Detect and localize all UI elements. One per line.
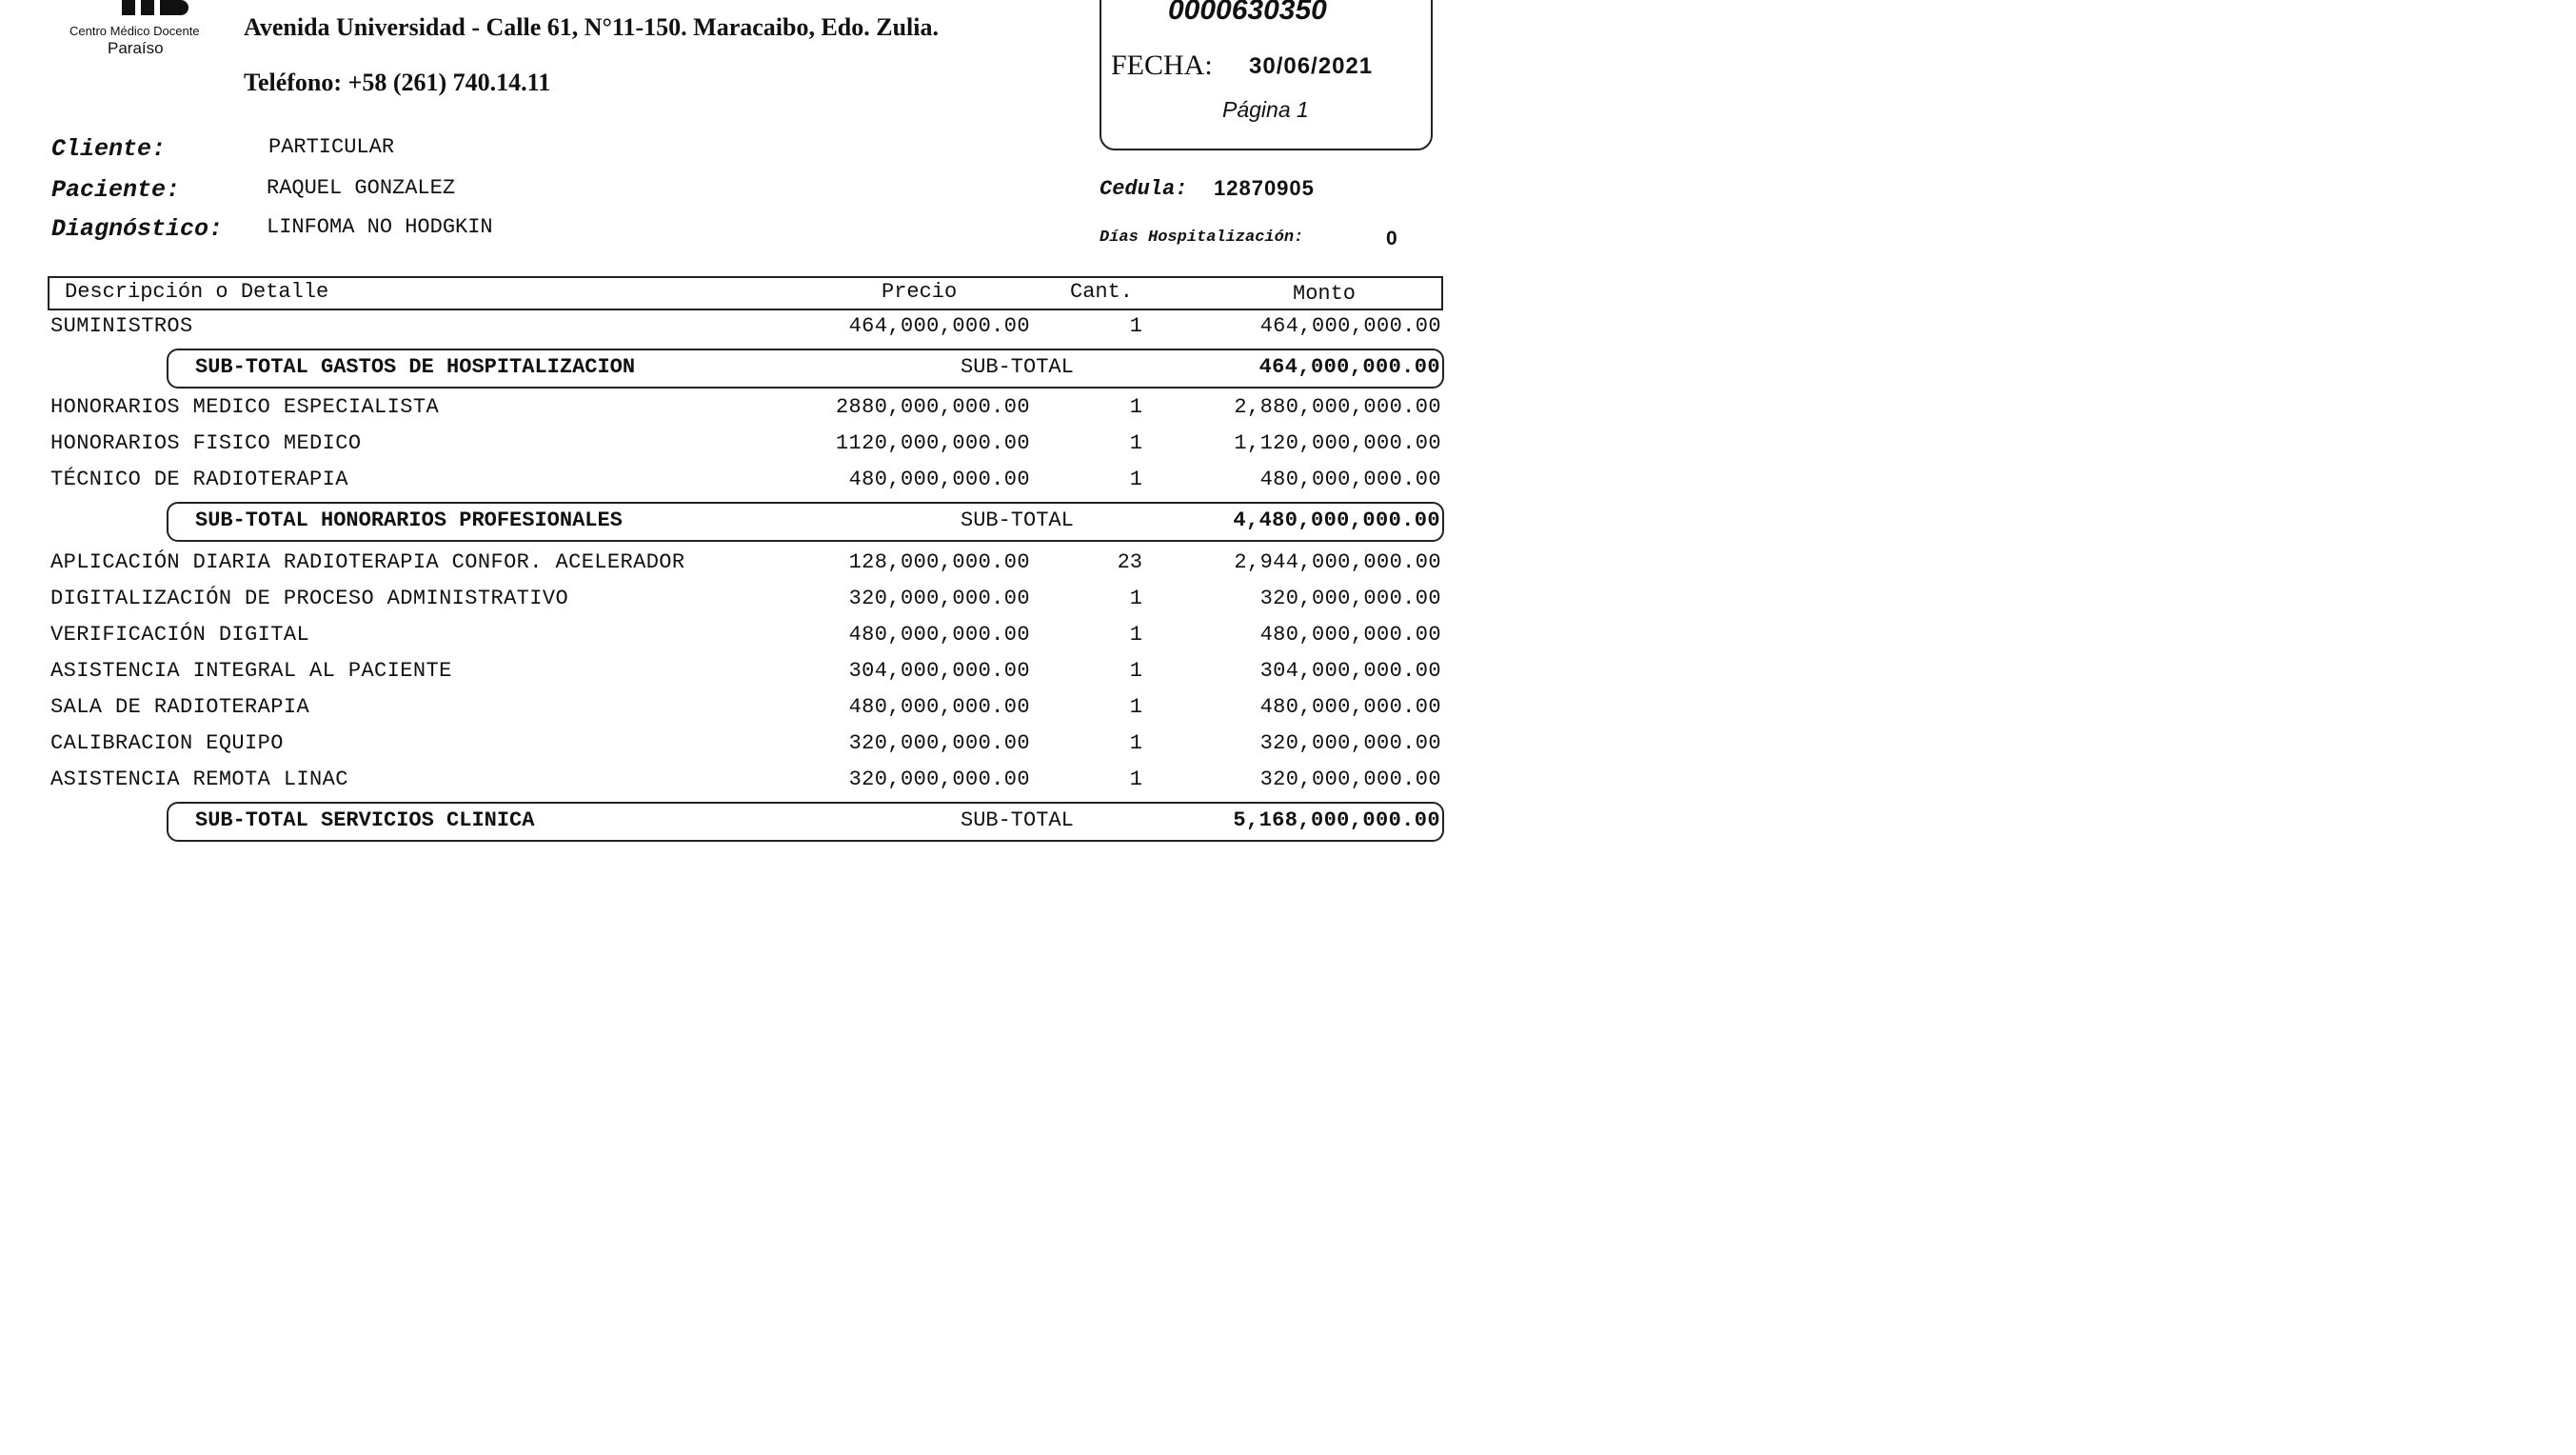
invoice-box — [1100, 0, 1433, 150]
item-amount: 2,880,000,000.00 — [1234, 395, 1441, 419]
item-description: APLICACIÓN DIARIA RADIOTERAPIA CONFOR. ACELERADOR — [50, 550, 685, 574]
table-row — [0, 431, 1491, 462]
date-label: FECHA: — [1111, 50, 1213, 81]
item-amount: 2,944,000,000.00 — [1234, 550, 1441, 574]
subtotal-mid: SUB-TOTAL — [961, 508, 1074, 532]
item-price: 320,000,000.00 — [848, 587, 1030, 610]
item-price: 480,000,000.00 — [848, 695, 1030, 719]
client-label: Cliente: — [51, 135, 167, 163]
item-description: SUMINISTROS — [50, 314, 193, 338]
item-price: 464,000,000.00 — [848, 314, 1030, 338]
clinic-address: Avenida Universidad - Calle 61, N°11-150. Maracaibo, Edo. Zulia. — [244, 13, 940, 41]
days-label: Días Hospitalización: — [1100, 229, 1304, 247]
subtotal-hospitalizacion — [167, 349, 1444, 389]
item-description: DIGITALIZACIÓN DE PROCESO ADMINISTRATIVO — [50, 587, 569, 610]
item-description: VERIFICACIÓN DIGITAL — [50, 623, 310, 647]
table-row — [0, 550, 1491, 581]
item-qty: 1 — [1129, 431, 1142, 455]
clinic-logo — [122, 0, 188, 15]
subtotal-value: 4,480,000,000.00 — [1233, 508, 1440, 532]
item-description: HONORARIOS MEDICO ESPECIALISTA — [50, 395, 440, 419]
item-qty: 1 — [1129, 468, 1142, 491]
item-qty: 1 — [1129, 659, 1142, 683]
clinic-name-line1: Centro Médico Docente — [69, 24, 200, 38]
table-row — [0, 314, 1491, 345]
item-qty: 1 — [1129, 587, 1142, 610]
client-value: PARTICULAR — [268, 135, 395, 159]
subtotal-label: SUB-TOTAL GASTOS DE HOSPITALIZACION — [195, 355, 636, 379]
subtotal-mid: SUB-TOTAL — [961, 355, 1074, 379]
item-qty: 1 — [1129, 731, 1142, 755]
item-amount: 480,000,000.00 — [1259, 623, 1441, 647]
subtotal-value: 464,000,000.00 — [1258, 355, 1440, 379]
item-qty: 23 — [1117, 550, 1142, 574]
item-description: CALIBRACION EQUIPO — [50, 731, 284, 755]
item-qty: 1 — [1129, 395, 1142, 419]
subtotal-servicios — [167, 802, 1444, 842]
item-price: 1120,000,000.00 — [835, 431, 1030, 455]
header-amount: Monto — [1293, 282, 1357, 306]
table-row — [0, 767, 1491, 798]
subtotal-mid: SUB-TOTAL — [961, 808, 1074, 832]
header-price: Precio — [882, 280, 958, 304]
table-row — [0, 659, 1491, 689]
item-amount: 304,000,000.00 — [1259, 659, 1441, 683]
item-price: 2880,000,000.00 — [835, 395, 1030, 419]
table-row — [0, 623, 1491, 653]
clinic-name-line2: Paraíso — [108, 39, 164, 57]
patient-label: Paciente: — [51, 176, 181, 204]
id-value: 12870905 — [1214, 176, 1315, 200]
table-row — [0, 587, 1491, 617]
patient-value: RAQUEL GONZALEZ — [267, 176, 456, 200]
item-description: HONORARIOS FISICO MEDICO — [50, 431, 362, 455]
invoice-number: 0000630350 — [1168, 0, 1327, 26]
item-price: 304,000,000.00 — [848, 659, 1030, 683]
item-description: SALA DE RADIOTERAPIA — [50, 695, 310, 719]
subtotal-honorarios — [167, 502, 1444, 542]
table-row — [0, 395, 1491, 426]
page-number: Página 1 — [1222, 97, 1309, 122]
item-price: 320,000,000.00 — [848, 731, 1030, 755]
subtotal-value: 5,168,000,000.00 — [1233, 808, 1440, 832]
item-amount: 464,000,000.00 — [1259, 314, 1441, 338]
table-row — [0, 695, 1491, 726]
item-description: TÉCNICO DE RADIOTERAPIA — [50, 468, 348, 491]
clinic-phone: Teléfono: +58 (261) 740.14.11 — [244, 69, 551, 96]
item-qty: 1 — [1129, 314, 1142, 338]
item-qty: 1 — [1129, 623, 1142, 647]
header-description: Descripción o Detalle — [65, 280, 329, 304]
invoice-date: 30/06/2021 — [1249, 53, 1374, 79]
item-price: 480,000,000.00 — [848, 468, 1030, 491]
days-value: 0 — [1386, 228, 1397, 249]
table-header — [48, 276, 1443, 310]
item-amount: 320,000,000.00 — [1259, 731, 1441, 755]
item-price: 320,000,000.00 — [848, 767, 1030, 791]
subtotal-label: SUB-TOTAL SERVICIOS CLINICA — [195, 808, 535, 832]
item-amount: 320,000,000.00 — [1259, 767, 1441, 791]
diagnosis-value: LINFOMA NO HODGKIN — [267, 215, 493, 239]
subtotal-label: SUB-TOTAL HONORARIOS PROFESIONALES — [195, 508, 623, 532]
table-row — [0, 468, 1491, 498]
diagnosis-label: Diagnóstico: — [51, 215, 224, 243]
item-qty: 1 — [1129, 767, 1142, 791]
table-row — [0, 731, 1491, 762]
item-qty: 1 — [1129, 695, 1142, 719]
item-price: 128,000,000.00 — [848, 550, 1030, 574]
item-amount: 1,120,000,000.00 — [1234, 431, 1441, 455]
item-amount: 480,000,000.00 — [1259, 468, 1441, 491]
item-price: 480,000,000.00 — [848, 623, 1030, 647]
id-label: Cedula: — [1100, 177, 1188, 201]
item-description: ASISTENCIA INTEGRAL AL PACIENTE — [50, 659, 452, 683]
item-description: ASISTENCIA REMOTA LINAC — [50, 767, 348, 791]
item-amount: 320,000,000.00 — [1259, 587, 1441, 610]
item-amount: 480,000,000.00 — [1259, 695, 1441, 719]
header-qty: Cant. — [1070, 280, 1134, 304]
